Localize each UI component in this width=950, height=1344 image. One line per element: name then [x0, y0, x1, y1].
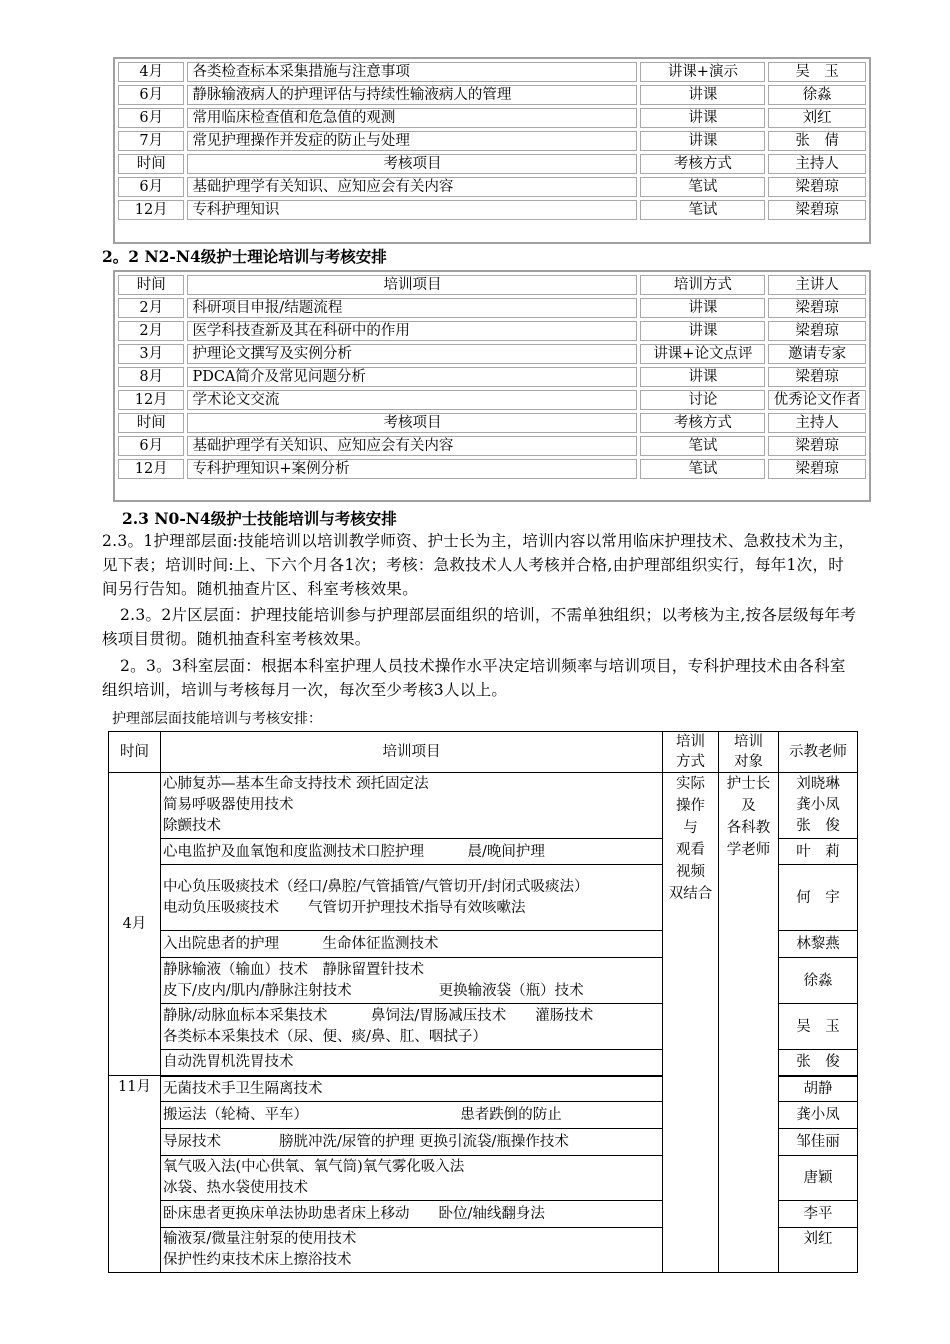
item-cell: PDCA简介及常见问题分析 [187, 367, 637, 387]
header-time: 时间 [109, 732, 161, 773]
teacher-cell: 何 宇 [779, 865, 858, 931]
table-row [118, 200, 866, 220]
method-cell: 讲课+演示 [640, 62, 765, 82]
table-row [118, 177, 866, 197]
table-row [118, 459, 866, 479]
section-heading-2-3: 2.3 N0-N4级护士技能培训与考核安排 [122, 509, 397, 528]
time-cell: 6月 [118, 436, 184, 456]
method-cell: 笔试 [640, 459, 765, 479]
method-cell: 讲课 [640, 85, 765, 105]
teacher-cell: 胡静 [779, 1076, 858, 1102]
training-table-n2-n4 [113, 270, 871, 502]
host-cell: 梁碧琼 [768, 436, 866, 456]
month-cell: 4月 [109, 773, 161, 1076]
table-row [118, 390, 866, 410]
item-cell: 搬运法（轮椅、平车） 患者跌倒的防止 [161, 1102, 663, 1129]
month-cell: 11月 [109, 1076, 161, 1273]
item-cell: 心电监护及血氧饱和度监测技术口腔护理 晨/晚间护理 [161, 839, 663, 865]
header-cell: 考核项目 [187, 413, 637, 433]
teacher-cell: 刘晓琳 龚小凤 张 俊 [779, 773, 858, 839]
item-cell: 基础护理学有关知识、应知应会有关内容 [187, 177, 637, 197]
assessment-header-row [118, 413, 866, 433]
method-cell: 讲课 [640, 367, 765, 387]
item-cell: 静脉输液（输血）技术 静脉留置针技术 皮下/皮内/肌内/静脉注射技术 更换输液袋（瓶）技术 [161, 958, 663, 1004]
teacher-cell: 李平 [779, 1201, 858, 1228]
method-cell: 讲课 [640, 321, 765, 341]
table-row [118, 108, 866, 128]
table-row [118, 62, 866, 82]
time-cell: 2月 [118, 321, 184, 341]
table2-grid [115, 272, 869, 482]
header-cell: 时间 [118, 275, 184, 295]
table-row [118, 367, 866, 387]
item-cell: 学术论文交流 [187, 390, 637, 410]
teacher-cell: 唐颖 [779, 1156, 858, 1201]
method-cell: 笔试 [640, 200, 765, 220]
item-cell: 输液泵/微量注射泵的使用技术 保护性约束技术床上擦浴技术 [161, 1228, 663, 1273]
method-cell: 讲课+论文点评 [640, 344, 765, 364]
lecturer-cell: 徐淼 [768, 85, 866, 105]
item-cell: 入出院患者的护理 生命体征监测技术 [161, 931, 663, 958]
host-cell: 梁碧琼 [768, 200, 866, 220]
header-cell: 主讲人 [768, 275, 866, 295]
lecturer-cell: 吴 玉 [768, 62, 866, 82]
item-cell: 无菌技术手卫生隔离技术 [161, 1076, 663, 1102]
item-cell: 导尿技术 膀胱冲洗/尿管的护理 更换引流袋/瓶操作技术 [161, 1129, 663, 1156]
lecturer-cell: 张 倩 [768, 131, 866, 151]
header-row [109, 732, 858, 773]
method-cell: 讲课 [640, 298, 765, 318]
header-item: 培训项目 [161, 732, 663, 773]
item-cell: 卧床患者更换床单法协助患者床上移动 卧位/轴线翻身法 [161, 1201, 663, 1228]
paragraph-2-3-1: 2.3。1护理部层面:技能培训以培训教学师资、护士长为主，培训内容以常用临床护理技术、急救技术为主，见下表；培训时间:上、下六个月各1次；考核：急救技术人人考核并合格,由护理部组织实行，每年1次，时间另行告知。随机抽查片区、科室考核效果。 [102, 532, 855, 598]
teacher-cell: 龚小凤 [779, 1102, 858, 1129]
teacher-cell: 叶 莉 [779, 839, 858, 865]
time-cell: 6月 [118, 177, 184, 197]
header-cell: 考核方式 [640, 154, 765, 174]
time-cell: 3月 [118, 344, 184, 364]
paragraph-2-3-2: 2.3。2片区层面：护理技能培训参与护理部层面组织的培训，不需单独组织；以考核为主,按各层级每年考核项目贯彻。随机抽查科室考核效果。 [102, 606, 857, 648]
lecturer-cell: 梁碧琼 [768, 367, 866, 387]
method-cell: 实际 操作 与 观看 视频 双结合 [663, 773, 719, 1273]
header-cell: 培训项目 [187, 275, 637, 295]
lecturer-cell: 邀请专家 [768, 344, 866, 364]
table-row [118, 131, 866, 151]
time-cell: 12月 [118, 200, 184, 220]
teacher-cell: 张 俊 [779, 1050, 858, 1076]
assessment-header-row [118, 154, 866, 174]
teacher-cell: 邹佳丽 [779, 1129, 858, 1156]
lecturer-cell: 优秀论文作者 [768, 390, 866, 410]
paragraph-2-3-3: 2。3。3科室层面：根据本科室护理人员技术操作水平决定培训频率与培训项目，专科护理技术由各科室组织培训，培训与考核每月一次，每次至少考核3人以上。 [102, 657, 846, 699]
header-cell: 时间 [118, 413, 184, 433]
item-cell: 静脉输液病人的护理评估与持续性输液病人的管理 [187, 85, 637, 105]
item-cell: 专科护理知识+案例分析 [187, 459, 637, 479]
table-row [109, 773, 858, 839]
training-table-n1 [113, 57, 871, 244]
teacher-cell: 刘红 [779, 1228, 858, 1273]
item-cell: 自动洗胃机洗胃技术 [161, 1050, 663, 1076]
method-cell: 笔试 [640, 436, 765, 456]
time-cell: 2月 [118, 298, 184, 318]
host-cell: 梁碧琼 [768, 177, 866, 197]
header-cell: 时间 [118, 154, 184, 174]
item-cell: 氧气吸入法(中心供氧、氧气筒)氧气雾化吸入法 冰袋、热水袋使用技术 [161, 1156, 663, 1201]
table-row [118, 436, 866, 456]
host-cell: 梁碧琼 [768, 459, 866, 479]
header-teacher: 示教老师 [779, 732, 858, 773]
method-cell: 讨论 [640, 390, 765, 410]
table-row [118, 85, 866, 105]
lecturer-cell: 刘红 [768, 108, 866, 128]
item-cell: 科研项目申报/结题流程 [187, 298, 637, 318]
header-target: 培训 对象 [719, 732, 779, 773]
lecturer-cell: 梁碧琼 [768, 321, 866, 341]
section-heading-2-2: 2。2 N2-N4级护士理论培训与考核安排 [102, 247, 387, 266]
skills-training-table [108, 731, 858, 1273]
item-cell: 中心负压吸痰技术（经口/鼻腔/气管插管/气管切开/封闭式吸痰法） 电动负压吸痰技术 气管切开护理技术指导有效咳嗽法 [161, 865, 663, 931]
item-cell: 常用临床检查值和危急值的观测 [187, 108, 637, 128]
header-cell: 考核方式 [640, 413, 765, 433]
header-cell: 培训方式 [640, 275, 765, 295]
time-cell: 4月 [118, 62, 184, 82]
time-cell: 12月 [118, 390, 184, 410]
time-cell: 7月 [118, 131, 184, 151]
header-cell: 主持人 [768, 154, 866, 174]
teacher-cell: 林黎燕 [779, 931, 858, 958]
item-cell: 专科护理知识 [187, 200, 637, 220]
item-cell: 基础护理学有关知识、应知应会有关内容 [187, 436, 637, 456]
item-cell: 静脉/动脉血标本采集技术 鼻饲法/胃肠减压技术 灌肠技术 各类标本采集技术（尿、便、痰/鼻、肛、咽拭子） [161, 1004, 663, 1050]
header-cell: 主持人 [768, 413, 866, 433]
item-cell: 护理论文撰写及实例分析 [187, 344, 637, 364]
header-method: 培训 方式 [663, 732, 719, 773]
table-row [118, 321, 866, 341]
teacher-cell: 徐淼 [779, 958, 858, 1004]
header-row [118, 275, 866, 295]
table-row [118, 344, 866, 364]
method-cell: 讲课 [640, 131, 765, 151]
item-cell: 心肺复苏—基本生命支持技术 颈托固定法 简易呼吸器使用技术 除颤技术 [161, 773, 663, 839]
table-caption: 护理部层面技能培训与考核安排： [112, 711, 322, 727]
target-cell: 护士长 及 各科教 学老师 [719, 773, 779, 1273]
method-cell: 讲课 [640, 108, 765, 128]
table-row [118, 298, 866, 318]
item-cell: 医学科技查新及其在科研中的作用 [187, 321, 637, 341]
item-cell: 常见护理操作并发症的防止与处理 [187, 131, 637, 151]
time-cell: 6月 [118, 85, 184, 105]
teacher-cell: 吴 玉 [779, 1004, 858, 1050]
time-cell: 8月 [118, 367, 184, 387]
time-cell: 6月 [118, 108, 184, 128]
time-cell: 12月 [118, 459, 184, 479]
lecturer-cell: 梁碧琼 [768, 298, 866, 318]
header-cell: 考核项目 [187, 154, 637, 174]
method-cell: 笔试 [640, 177, 765, 197]
table1-grid [115, 59, 869, 223]
item-cell: 各类检查标本采集措施与注意事项 [187, 62, 637, 82]
